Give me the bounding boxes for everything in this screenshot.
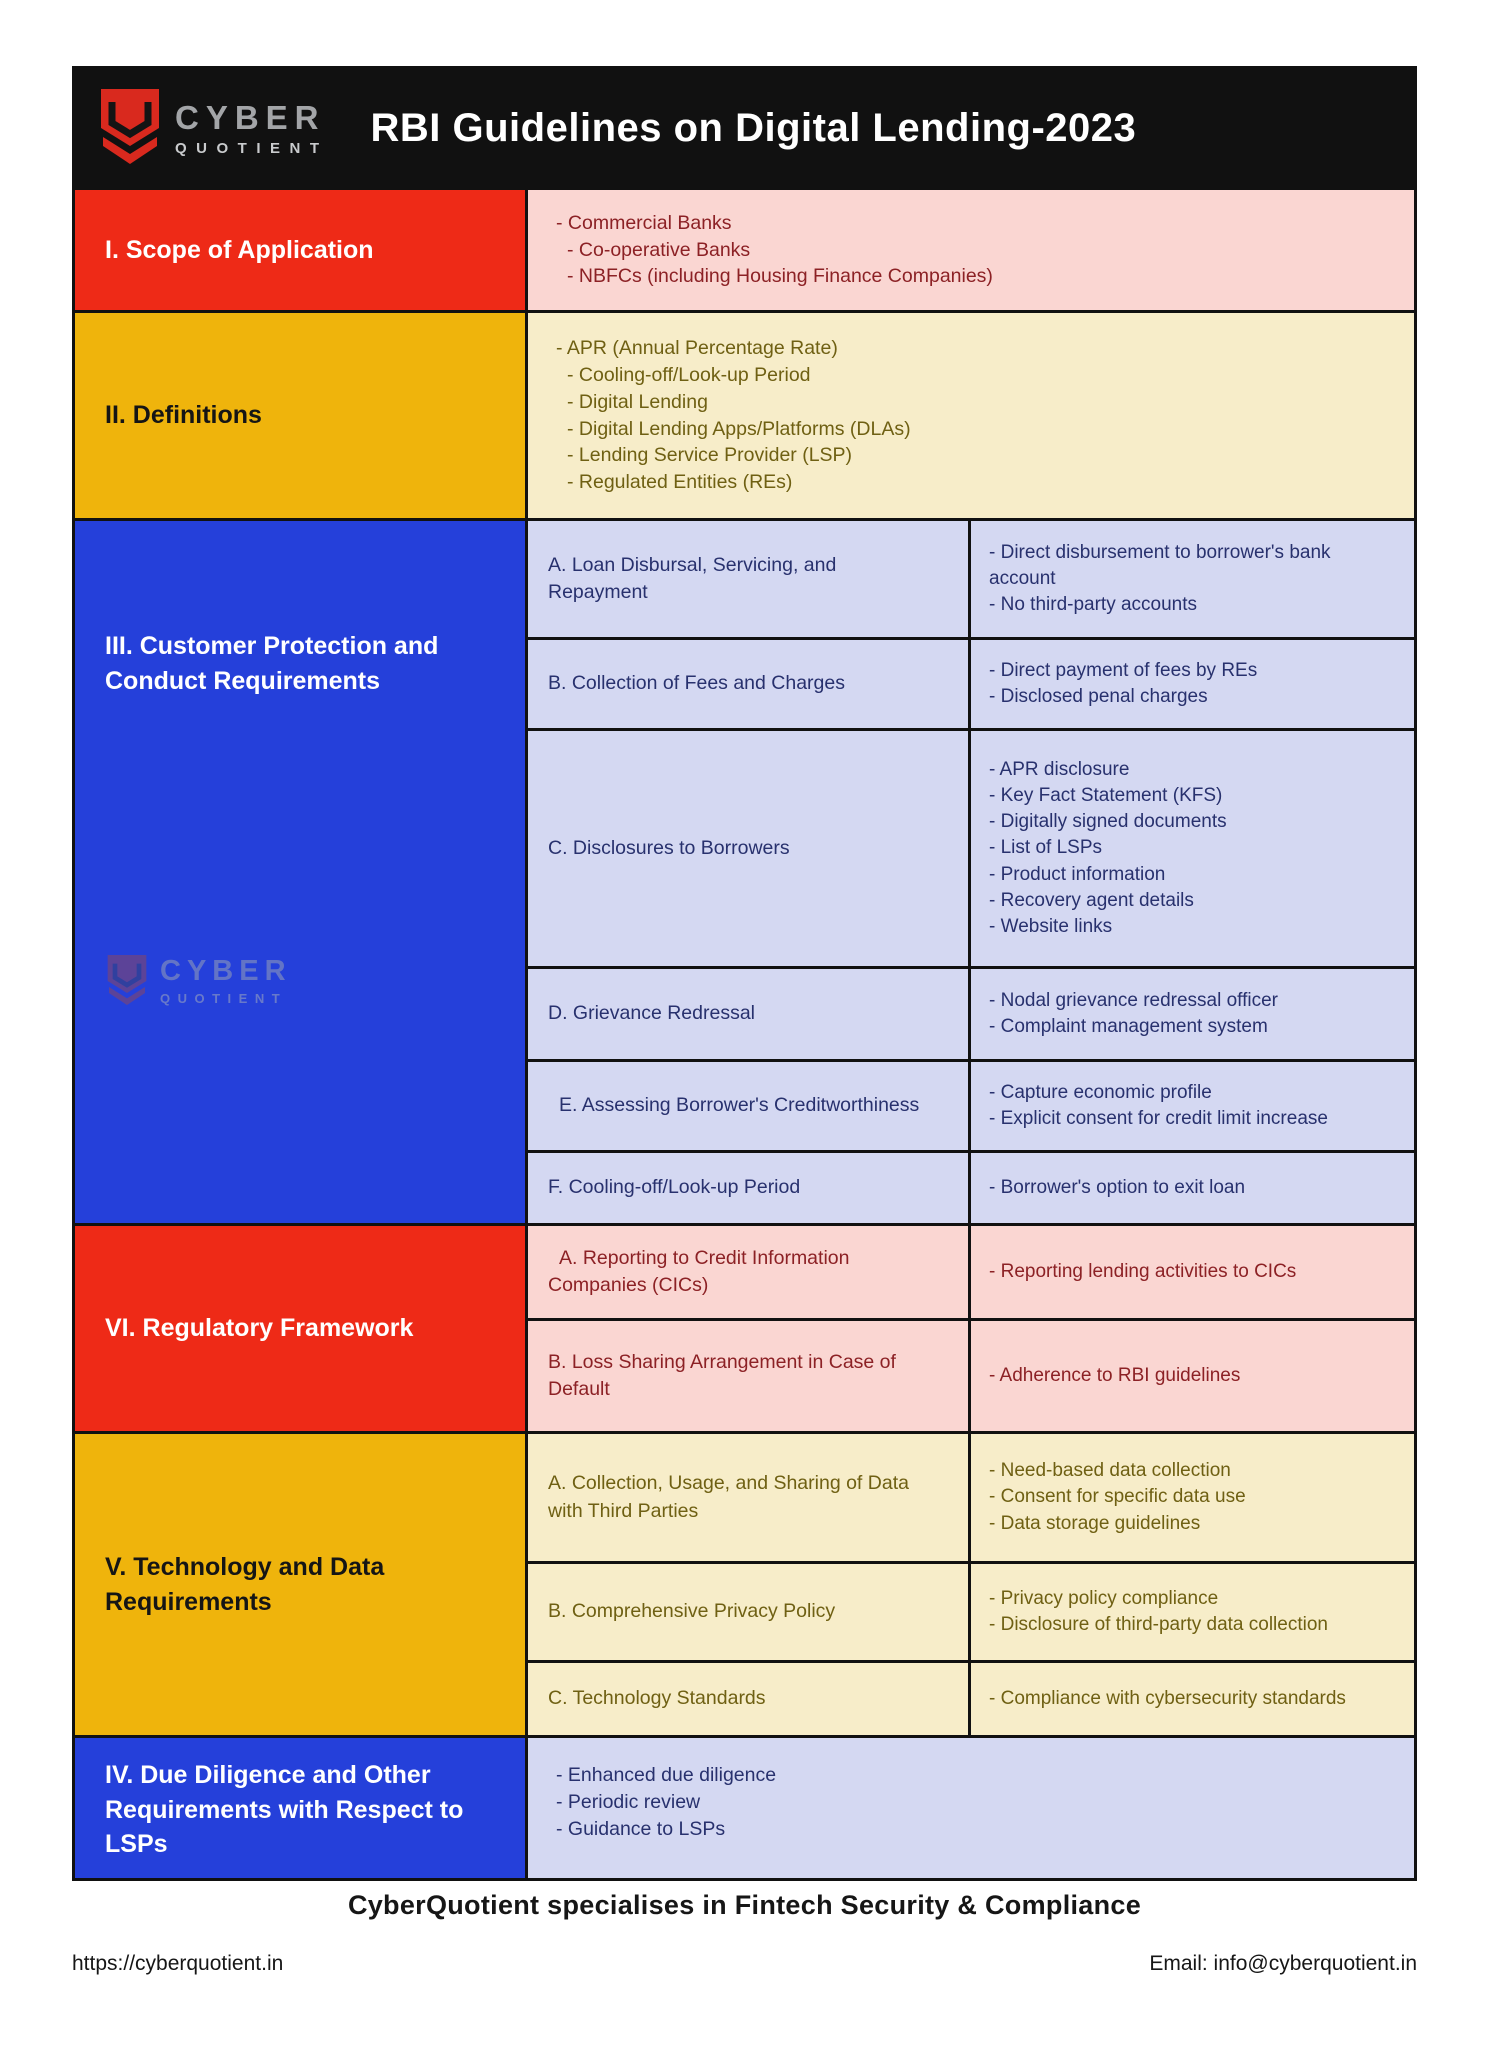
- table-row: [528, 1663, 1414, 1735]
- section-definitions-content: [528, 313, 1414, 518]
- row-label: D. Grievance Redressal: [528, 969, 968, 1059]
- watermark-brand-bottom: QUOTIENT: [160, 991, 288, 1006]
- list-item: - Nodal grievance redressal officer: [989, 989, 1279, 1011]
- list-item: - Direct disbursement to borrower's bank account: [989, 541, 1331, 589]
- section-due-diligence: [75, 1738, 1414, 1878]
- list-item: - Privacy policy compliance: [989, 1587, 1219, 1609]
- section-regulatory: [75, 1226, 1414, 1431]
- list-item: - Complaint management system: [989, 1016, 1268, 1037]
- row-label: A. Loan Disbursal, Servicing, and Repayment: [528, 521, 968, 637]
- section-customer-protection-header: [75, 521, 525, 1223]
- list-item: - Disclosure of third-party data collection: [989, 1614, 1328, 1635]
- table-row: [528, 1226, 1414, 1318]
- row-label: C. Technology Standards: [528, 1663, 968, 1735]
- brand-logo: [97, 86, 329, 170]
- list-item: - Website links: [989, 916, 1113, 938]
- section-label: VI. Regulatory Framework: [105, 1314, 414, 1343]
- row-label: B. Loss Sharing Arrangement in Case of Default: [528, 1321, 968, 1431]
- section-label: I. Scope of Application: [105, 235, 374, 264]
- list-item: - Lending Service Provider (LSP): [567, 444, 853, 467]
- watermark-brand-top: CYBER: [160, 955, 292, 987]
- table-row: [528, 731, 1414, 966]
- section-definitions-header: [75, 313, 525, 518]
- guidelines-table: [72, 66, 1417, 1881]
- list-item: - Explicit consent for credit limit increase: [989, 1108, 1328, 1129]
- section-customer-protection: [75, 521, 1414, 1223]
- section-scope-content: [528, 190, 1414, 310]
- table-row: [528, 1321, 1414, 1431]
- section-scope: [75, 190, 1414, 310]
- header-bar: [75, 69, 1414, 187]
- list-item: - APR (Annual Percentage Rate): [556, 336, 838, 359]
- customer-protection-rows: [528, 521, 1414, 1223]
- table-row: [528, 640, 1414, 728]
- section-due-diligence-header: [75, 1738, 525, 1878]
- row-details: [971, 1153, 1414, 1223]
- list-item: - Reporting lending activities to CICs: [989, 1260, 1297, 1282]
- list-item: - Commercial Banks: [556, 211, 732, 234]
- row-details: [971, 1564, 1414, 1660]
- list-item: - APR disclosure: [989, 758, 1130, 780]
- brand-name-top: CYBER: [175, 98, 326, 136]
- section-label: IV. Due Diligence and Other Requirements with Respect to LSPs: [105, 1761, 464, 1858]
- list-item: - List of LSPs: [989, 837, 1102, 859]
- watermark-logo: [105, 953, 292, 1009]
- section-definitions: [75, 313, 1414, 518]
- row-details: [971, 521, 1414, 637]
- list-item: - Need-based data collection: [989, 1460, 1231, 1482]
- list-item: - Product information: [989, 863, 1166, 885]
- list-item: - Periodic review: [556, 1790, 701, 1813]
- regulatory-rows: [528, 1226, 1414, 1431]
- section-due-diligence-content: [528, 1738, 1414, 1878]
- table-row: [528, 969, 1414, 1059]
- shield-icon: [97, 86, 163, 170]
- row-details: [971, 1434, 1414, 1561]
- list-item: - Key Fact Statement (KFS): [989, 784, 1223, 806]
- list-item: - No third-party accounts: [989, 594, 1198, 616]
- list-item: - Cooling-off/Look-up Period: [567, 363, 811, 386]
- brand-name-bottom: QUOTIENT: [175, 139, 329, 157]
- row-details: [971, 1663, 1414, 1735]
- technology-rows: [528, 1434, 1414, 1735]
- section-label: V. Technology and Data Requirements: [105, 1553, 385, 1616]
- row-label: F. Cooling-off/Look-up Period: [528, 1153, 968, 1223]
- list-item: - Adherence to RBI guidelines: [989, 1364, 1241, 1386]
- section-label: II. Definitions: [105, 401, 262, 430]
- row-details: [971, 1321, 1414, 1431]
- list-item: - Enhanced due diligence: [556, 1764, 777, 1786]
- table-row: [528, 521, 1414, 637]
- footer-tagline: CyberQuotient specialises in Fintech Security & Compliance: [347, 1890, 1142, 1920]
- row-label: A. Reporting to Credit Information Companies (CICs): [528, 1226, 968, 1318]
- email-text[interactable]: Email: info@cyberquotient.in: [1149, 1952, 1417, 1975]
- table-row: [528, 1153, 1414, 1223]
- row-label: A. Collection, Usage, and Sharing of Data with Third Parties: [528, 1434, 968, 1561]
- footer-links: [72, 1952, 1417, 1976]
- list-item: - Digitally signed documents: [989, 811, 1227, 833]
- row-details: [971, 640, 1414, 728]
- row-details: [971, 731, 1414, 966]
- list-item: - Co-operative Banks: [567, 238, 751, 261]
- section-label: III. Customer Protection and Conduct Requirements: [105, 632, 439, 695]
- watermark-brand-name: [160, 957, 292, 1005]
- list-item: - Digital Lending: [567, 390, 708, 413]
- list-item: - Consent for specific data use: [989, 1486, 1246, 1508]
- row-label: B. Collection of Fees and Charges: [528, 640, 968, 728]
- list-item: - Capture economic profile: [989, 1081, 1212, 1103]
- page-title: RBI Guidelines on Digital Lending-2023: [370, 105, 1137, 150]
- row-label: C. Disclosures to Borrowers: [528, 731, 968, 966]
- list-item: - NBFCs (including Housing Finance Companies): [567, 265, 993, 288]
- row-details: [971, 1062, 1414, 1150]
- list-item: - Guidance to LSPs: [556, 1817, 726, 1840]
- list-item: - Compliance with cybersecurity standards: [989, 1687, 1346, 1709]
- section-technology: [75, 1434, 1414, 1735]
- section-regulatory-header: [75, 1226, 525, 1431]
- row-label: B. Comprehensive Privacy Policy: [528, 1564, 968, 1660]
- list-item: - Digital Lending Apps/Platforms (DLAs): [567, 417, 911, 440]
- list-item: - Regulated Entities (REs): [567, 471, 793, 494]
- list-item: - Direct payment of fees by REs: [989, 659, 1258, 681]
- list-item: - Borrower's option to exit loan: [989, 1176, 1246, 1198]
- list-item: - Disclosed penal charges: [989, 686, 1208, 707]
- row-details: [971, 969, 1414, 1059]
- brand-name: [175, 98, 329, 157]
- section-scope-header: [75, 190, 525, 310]
- website-link[interactable]: https://cyberquotient.in: [72, 1952, 284, 1975]
- watermark-shield-icon: [105, 953, 149, 1009]
- list-item: - Data storage guidelines: [989, 1512, 1201, 1534]
- table-row: [528, 1434, 1414, 1561]
- table-row: [528, 1062, 1414, 1150]
- list-item: - Recovery agent details: [989, 889, 1194, 911]
- section-technology-header: [75, 1434, 525, 1735]
- row-details: [971, 1226, 1414, 1318]
- table-row: [528, 1564, 1414, 1660]
- row-label: E. Assessing Borrower's Creditworthiness: [528, 1062, 968, 1150]
